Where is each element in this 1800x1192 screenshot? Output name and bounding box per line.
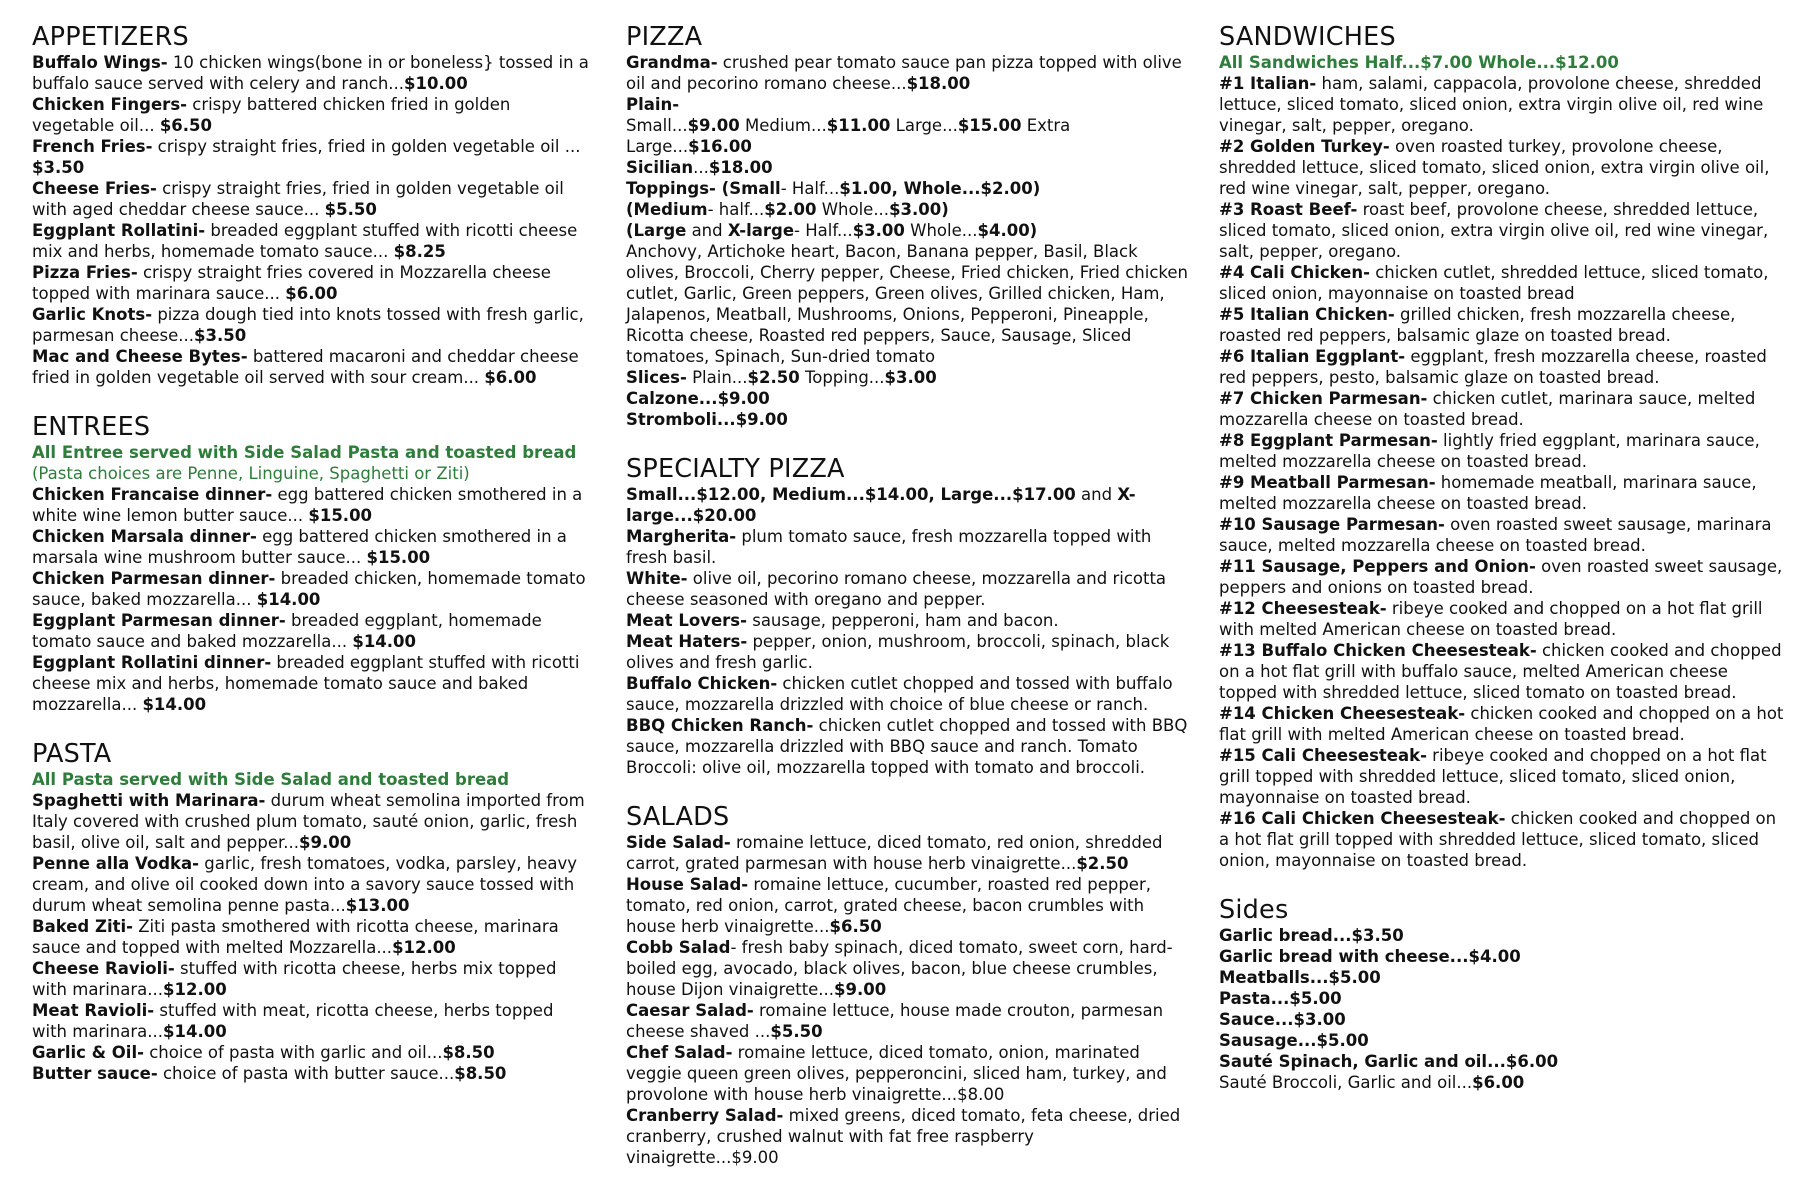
menu-item-name: #8 Eggplant Parmesan- [1219,431,1438,450]
menu-item-description: stuffed with meat, ricotta cheese, herbs topped with marinara... [32,1001,554,1041]
menu-item-price: $9.00 [834,980,887,999]
menu-item-name: Cobb Salad [626,938,731,957]
menu-item-name: House Salad- [626,875,749,894]
menu-item-description: ribeye cooked and chopped on a hot flat grill with melted American cheese on toasted bread. [1219,599,1763,639]
menu-item-name: Eggplant Rollatini dinner- [32,653,272,672]
menu-item [1219,346,1789,388]
menu-item [1219,967,1789,988]
pizza-stromboli: Stromboli...$9.00 [626,410,788,429]
sandwiches-note: All Sandwiches Half...$7.00 Whole...$12.00 [1219,53,1619,72]
menu-item-description: egg battered chicken smothered in a white wine lemon butter sauce... [32,485,583,525]
menu-item [1219,808,1789,871]
menu-item-description: oven roasted sweet sausage, peppers and onions on toasted bread. [1219,557,1783,597]
menu-item-description: roast beef, provolone cheese, shredded lettuce, sliced tomato, sliced onion, extra virgin olive oil, red wine vinegar, salt, pepper, oregano. [1219,200,1769,261]
menu-item-name: Sausage...$5.00 [1219,1031,1369,1050]
menu-item-description: breaded eggplant stuffed with ricotti cheese mix and herbs, homemade tomato sauce and baked mozzarella... [32,653,580,714]
menu-column-left [32,22,592,1108]
menu-item [32,178,592,220]
menu-item-price: $8.50 [442,1043,495,1062]
menu-item-name: Chicken Francaise dinner- [32,485,273,504]
menu-item-price: $10.00 [404,74,468,93]
menu-item-name: Cheese Ravioli- [32,959,175,978]
menu-item-price: $8.50 [454,1064,507,1083]
menu-item-name: #4 Cali Chicken- [1219,263,1370,282]
sandwiches-title: SANDWICHES [1219,22,1396,52]
menu-item-name: Side Salad- [626,833,731,852]
sides-title: Sides [1219,895,1289,925]
menu-item [1219,1009,1789,1030]
menu-item-description: breaded chicken, homemade tomato sauce, baked mozzarella... [32,569,586,609]
menu-item-description: romaine lettuce, diced tomato, onion, marinated veggie queen green olives, pepperoncini, sliced ham, turkey, and provolone with house herb vinaigrette...$8.00 [626,1043,1167,1104]
entrees-note: All Entree served with Side Salad Pasta and toasted bread [32,443,577,462]
sandwiches-section [1219,22,1789,871]
menu-item-description: mixed greens, diced tomato, feta cheese, dried cranberry, crushed walnut with fat free raspberry vinaigrette...$9.00 [626,1106,1181,1167]
menu-item-price: $12.00 [163,980,227,999]
menu-item-description: stuffed with ricotta cheese, herbs mix topped with marinara... [32,959,557,999]
menu-item [32,1063,592,1084]
menu-item-price: $2.50 [1076,854,1129,873]
menu-item-name: Meat Lovers- [626,611,747,630]
menu-item-description: plum tomato sauce, fresh mozzarella topped with fresh basil. [626,527,1152,567]
menu-item-name: Garlic bread...$3.50 [1219,926,1404,945]
menu-item [32,94,592,136]
menu-item [626,568,1191,610]
menu-item [32,853,592,916]
menu-item-description: - fresh baby spinach, diced tomato, sweet corn, hard-boiled egg, avocado, black olives, bacon, blue cheese crumbles, house Dijon vinaigrette... [626,938,1173,999]
menu-item-description: chicken cutlet chopped and tossed with buffalo sauce, mozzarella drizzled with choice of blue cheese or ranch. [626,674,1173,714]
menu-item [32,916,592,958]
menu-column-middle [626,22,1191,1192]
menu-item-name: Butter sauce- [32,1064,158,1083]
pizza-plain-prices: Small...$9.00 Medium...$11.00 Large...$15.00 Extra Large...$16.00 [626,116,1071,156]
entrees-section [32,412,592,715]
menu-item-name: #13 Buffalo Chicken Cheesesteak- [1219,641,1537,660]
menu-item-name: #12 Cheesesteak- [1219,599,1387,618]
menu-item-price: $15.00 [366,548,431,567]
salads-section [626,802,1191,1168]
menu-item [32,346,592,388]
menu-item-description: chicken cooked and chopped on a hot flat grill with buffalo sauce, melted American cheese topped with shredded lettuce, sliced tomato on toasted bread. [1219,641,1782,702]
menu-item [1219,946,1789,967]
menu-item-price: $9.00 [299,833,352,852]
menu-item-description: grilled chicken, fresh mozzarella cheese, roasted red peppers, balsamic glaze on toasted bread. [1219,305,1736,345]
pizza-toppings-list: Anchovy, Artichoke heart, Bacon, Banana pepper, Basil, Black olives, Broccoli, Cherry pepper, Cheese, Fried chicken, Fried chicken cutlet, Garlic, Green peppers, Green olives, Grilled chicken, Ham, Jalapenos, Meatball, Mushrooms, Onions, Pepperoni, Pineapple, Ricotta cheese, Roasted red peppers, Sauce, Sausage, Sliced tomatoes, Spinach, Sun-dried tomato [626,242,1188,366]
menu-item-name: Baked Ziti- [32,917,133,936]
menu-item-name: Garlic bread with cheese...$4.00 [1219,947,1521,966]
menu-item [1219,73,1789,136]
menu-item-name: #2 Golden Turkey- [1219,137,1390,156]
menu-item [32,262,592,304]
menu-item-name: Eggplant Rollatini- [32,221,206,240]
menu-item [1219,514,1789,556]
menu-item-description: Sauté Broccoli, Garlic and oil... [1219,1073,1473,1092]
entrees-title: ENTREES [32,412,151,442]
menu-item-name: Chicken Fingers- [32,95,187,114]
pasta-note: All Pasta served with Side Salad and toasted bread [32,770,510,789]
menu-item-price: $14.00 [352,632,417,651]
menu-item-description: choice of pasta with garlic and oil... [143,1043,443,1062]
menu-item-name: Pizza Fries- [32,263,138,282]
menu-item-name: #6 Italian Eggplant- [1219,347,1406,366]
menu-item-description: 10 chicken wings(bone in or boneless} tossed in a buffalo sauce served with celery and ranch... [32,53,589,93]
menu-item [626,1105,1191,1168]
menu-item-description: sausage, pepperoni, ham and bacon. [746,611,1059,630]
menu-item-description: breaded eggplant, homemade tomato sauce and baked mozzarella... [32,611,542,651]
menu-item-description: homemade meatball, marinara sauce, melted mozzarella cheese on toasted bread. [1219,473,1757,513]
menu-item-name: #16 Cali Chicken Cheesesteak- [1219,809,1506,828]
menu-item-description: romaine lettuce, house made crouton, parmesan cheese shaved ... [626,1001,1164,1041]
menu-item [626,526,1191,568]
menu-item-description: chicken cooked and chopped on a hot flat grill topped with shredded lettuce, sliced tomato, sliced onion, mayonnaise on toasted bread. [1219,809,1777,870]
pasta-section [32,739,592,1084]
menu-item-name: BBQ Chicken Ranch- [626,716,814,735]
pizza-sicilian: Sicilian...$18.00 [626,158,773,177]
menu-item [626,937,1191,1000]
menu-item-name: Sauce...$3.00 [1219,1010,1346,1029]
menu-item-description: egg battered chicken smothered in a marsala wine mushroom butter sauce... [32,527,567,567]
menu-item-description: chicken cutlet chopped and tossed with BBQ sauce, mozzarella drizzled with BBQ sauce and ranch. Tomato Broccoli: olive oil, mozzarella topped with tomato and broccoli. [626,716,1188,777]
menu-item-description: chicken cutlet, shredded lettuce, sliced tomato, sliced onion, mayonnaise on toasted bread [1219,263,1769,303]
menu-item-description: garlic, fresh tomatoes, vodka, parsley, heavy cream, and olive oil cooked down into a savory sauce tossed with durum wheat semolina penne pasta... [32,854,577,915]
menu-item-name: Meatballs...$5.00 [1219,968,1381,987]
menu-item [32,52,592,94]
menu-item [32,790,592,853]
pizza-toppings-small: Toppings- (Small- Half...$1.00, Whole...$2.00) [626,179,1041,198]
menu-item-description: romaine lettuce, cucumber, roasted red pepper, tomato, red onion, carrot, grated cheese, bacon crumbles with house herb vinaigrette... [626,875,1151,936]
menu-item-name: #1 Italian- [1219,74,1317,93]
menu-item [1219,598,1789,640]
menu-item-name: Chef Salad- [626,1043,733,1062]
menu-item-name: #14 Chicken Cheesesteak- [1219,704,1466,723]
menu-item [1219,1051,1789,1072]
menu-item-name: Garlic Knots- [32,305,153,324]
menu-item-price: $14.00 [256,590,321,609]
menu-item-name: Garlic & Oil- [32,1043,144,1062]
pizza-title: PIZZA [626,22,703,52]
menu-item-price: $3.50 [194,326,247,345]
entrees-pasta-choices: (Pasta choices are Penne, Linguine, Spaghetti or Ziti) [32,464,470,483]
menu-item-name: #7 Chicken Parmesan- [1219,389,1428,408]
pasta-list [32,790,592,1084]
menu-item-description: ham, salami, cappacola, provolone cheese, shredded lettuce, sliced tomato, sliced onion, extra virgin olive oil, red wine vinegar, salt, pepper, oregano. [1219,74,1764,135]
menu-item [626,832,1191,874]
appetizers-section [32,22,592,388]
menu-item [1219,1072,1789,1093]
menu-item-price: $5.50 [324,200,377,219]
menu-item-name: Meat Haters- [626,632,748,651]
menu-item-price: $6.50 [829,917,882,936]
menu-item [1219,199,1789,262]
menu-item-name: Margherita- [626,527,737,546]
pizza-section [626,22,1191,430]
menu-column-right [1219,22,1789,1117]
menu-item [1219,640,1789,703]
menu-item [626,715,1191,778]
appetizers-list [32,52,592,388]
menu-item [626,673,1191,715]
menu-item-description: crispy battered chicken fried in golden vegetable oil... [32,95,511,135]
menu-item-description: choice of pasta with butter sauce... [157,1064,455,1083]
menu-item [1219,988,1789,1009]
menu-item-description: crispy straight fries covered in Mozzarella cheese topped with marinara sauce... [32,263,551,303]
menu-item [1219,703,1789,745]
menu-item-price: $14.00 [142,695,207,714]
menu-item-description: pizza dough tied into knots tossed with fresh garlic, parmesan cheese... [32,305,584,345]
menu-item [32,568,592,610]
menu-item-name: Chicken Parmesan dinner- [32,569,276,588]
menu-item [626,1000,1191,1042]
menu-item [1219,1030,1789,1051]
pizza-slices: Slices- Plain...$2.50 Topping...$3.00 [626,368,937,387]
menu-item [32,220,592,262]
menu-item-name: #3 Roast Beef- [1219,200,1358,219]
menu-item-name: White- [626,569,688,588]
menu-item-price: $14.00 [163,1022,227,1041]
menu-item-description: ribeye cooked and chopped on a hot flat grill topped with shredded lettuce, sliced tomato, sliced onion, mayonnaise on toasted bread. [1219,746,1767,807]
menu-item-description: crispy straight fries, fried in golden vegetable oil ... [152,137,581,156]
pizza-toppings-medium: (Medium- half...$2.00 Whole...$3.00) [626,200,949,219]
menu-item [1219,925,1789,946]
menu-item-price: $6.00 [484,368,537,387]
menu-item-name: Caesar Salad- [626,1001,754,1020]
menu-item [626,631,1191,673]
menu-item-description: lightly fried eggplant, marinara sauce, melted mozzarella cheese on toasted bread. [1219,431,1760,471]
menu-item-description: pepper, onion, mushroom, broccoli, spinach, black olives and fresh garlic. [626,632,1170,672]
menu-item-description: eggplant, fresh mozzarella cheese, roasted red peppers, pesto, balsamic glaze on toasted bread. [1219,347,1767,387]
menu-item-name: Eggplant Parmesan dinner- [32,611,286,630]
menu-item-name: Penne alla Vodka- [32,854,200,873]
menu-item-description: breaded eggplant stuffed with ricotti cheese mix and herbs, homemade tomato sauce... [32,221,578,261]
menu-item-name: Chicken Marsala dinner- [32,527,257,546]
menu-item-name: Cranberry Salad- [626,1106,784,1125]
menu-item [32,610,592,652]
menu-item [32,526,592,568]
menu-item-description: oven roasted sweet sausage, marinara sauce, melted mozzarella cheese on toasted bread. [1219,515,1772,555]
menu-item-description: durum wheat semolina imported from Italy covered with crushed plum tomato, sauté onion, garlic, fresh basil, olive oil, salt and pepper... [32,791,585,852]
menu-item-description: chicken cutlet, marinara sauce, melted mozzarella cheese on toasted bread. [1219,389,1756,429]
menu-item-price: $6.00 [1472,1073,1525,1092]
menu-item-name: Meat Ravioli- [32,1001,155,1020]
menu-item [626,874,1191,937]
menu-item-name: Sauté Spinach, Garlic and oil...$6.00 [1219,1052,1559,1071]
menu-item [32,1000,592,1042]
menu-item-price: $15.00 [308,506,373,525]
menu-item [32,958,592,1000]
menu-item [32,304,592,346]
menu-item-description: romaine lettuce, diced tomato, red onion, shredded carrot, grated parmesan with house herb vinaigrette... [626,833,1163,873]
menu-item-name: Buffalo Chicken- [626,674,778,693]
menu-item [32,652,592,715]
sides-list [1219,925,1789,1093]
menu-item-description: oven roasted turkey, provolone cheese, shredded lettuce, sliced tomato, sliced onion, extra virgin olive oil, red wine vinegar, salt, pepper, oregano. [1219,137,1770,198]
menu-item [1219,304,1789,346]
menu-item-name: Cheese Fries- [32,179,157,198]
menu-item [1219,136,1789,199]
sides-section [1219,895,1789,1093]
menu-item-name: Mac and Cheese Bytes- [32,347,248,366]
menu-item [1219,262,1789,304]
specialty-sizes: Small...$12.00, Medium...$14.00, Large...$17.00 and X-large...$20.00 [626,485,1136,525]
menu-item-name: Pasta...$5.00 [1219,989,1342,1008]
menu-item-description: chicken cooked and chopped on a hot flat grill with melted American cheese on toasted bread. [1219,704,1784,744]
menu-item [32,136,592,178]
menu-item [32,484,592,526]
menu-item-description: battered macaroni and cheddar cheese fried in golden vegetable oil served with sour cream... [32,347,579,387]
specialty-pizza-section [626,454,1191,778]
menu-item-price: $12.00 [392,938,456,957]
menu-item-description: Ziti pasta smothered with ricotta cheese, marinara sauce and topped with melted Mozzarella... [32,917,559,957]
pasta-title: PASTA [32,739,112,769]
menu-item-name: Buffalo Wings- [32,53,168,72]
menu-item-description: olive oil, pecorino romano cheese, mozzarella and ricotta cheese seasoned with oregano and pepper. [626,569,1167,609]
menu-item-name: #5 Italian Chicken- [1219,305,1395,324]
menu-item [626,1042,1191,1105]
menu-item-name: #9 Meatball Parmesan- [1219,473,1436,492]
menu-item [1219,430,1789,472]
entrees-list [32,484,592,715]
pizza-toppings-large: (Large and X-large- Half...$3.00 Whole...$4.00) [626,221,1038,240]
menu-item-price: $5.50 [770,1022,823,1041]
sandwiches-list [1219,73,1789,871]
menu-item-price: $6.50 [159,116,213,135]
pizza-plain-label: Plain- [626,95,680,114]
salads-title: SALADS [626,802,730,832]
menu-item [1219,745,1789,808]
menu-item-name: French Fries- [32,137,153,156]
appetizers-title: APPETIZERS [32,22,189,52]
menu-item-name: #15 Cali Cheesesteak- [1219,746,1427,765]
menu-item-price: $3.50 [32,158,85,177]
menu-item-name: Spaghetti with Marinara- [32,791,266,810]
menu-item [32,1042,592,1063]
specialty-list [626,526,1191,778]
menu-item-description: crispy straight fries, fried in golden vegetable oil with aged cheddar cheese sauce... [32,179,564,219]
menu-item-price: $13.00 [345,896,410,915]
menu-item-price: $6.00 [285,284,338,303]
menu-item-name: #10 Sausage Parmesan- [1219,515,1445,534]
pizza-grandma: Grandma- crushed pear tomato sauce pan pizza topped with olive oil and pecorino romano cheese...$18.00 [626,53,1182,93]
specialty-pizza-title: SPECIALTY PIZZA [626,454,845,484]
menu-item [1219,556,1789,598]
pizza-calzone: Calzone...$9.00 [626,389,770,408]
menu-item [1219,388,1789,430]
menu-item-name: #11 Sausage, Peppers and Onion- [1219,557,1536,576]
menu-item [1219,472,1789,514]
salads-list [626,832,1191,1168]
menu-item-price: $8.25 [393,242,446,261]
menu-item [626,610,1191,631]
